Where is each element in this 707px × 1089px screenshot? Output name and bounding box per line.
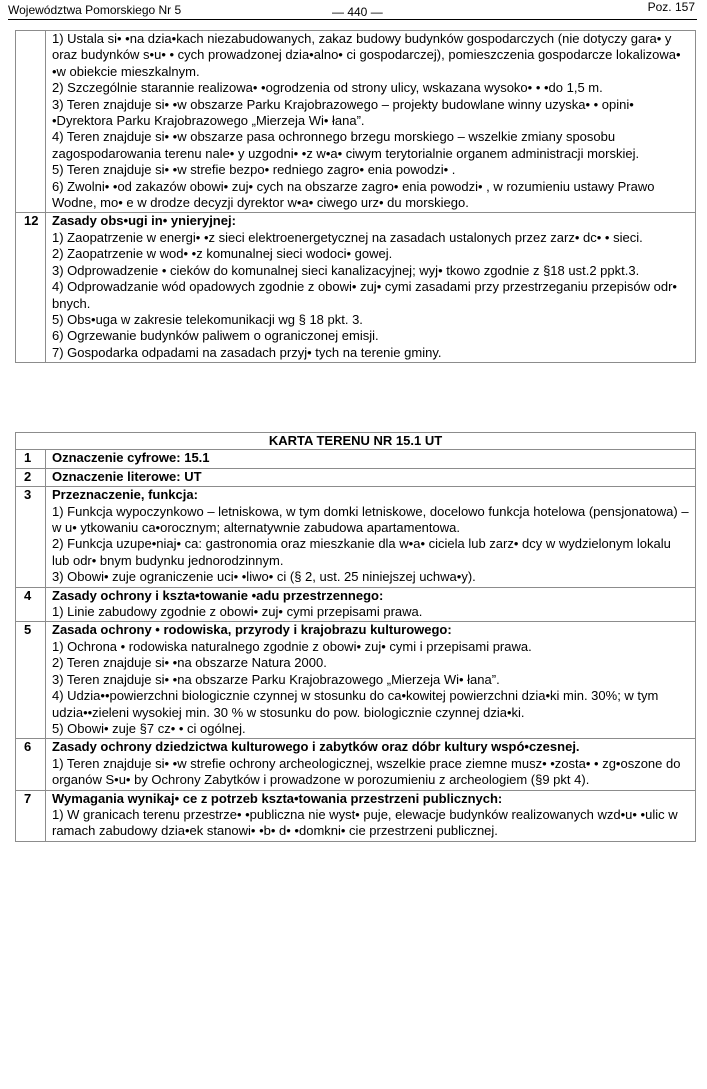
row-number <box>16 31 46 213</box>
row-content <box>46 587 696 622</box>
row-line: 2) Szczególnie starannie realizowa• •ogrodzenia od strony ulicy, wskazana wysoko• • •do 1,5 m. <box>52 80 603 96</box>
row-number: 1 <box>16 450 46 468</box>
row-line: 3) Odprowadzenie • cieków do komunalnej sieci kanalizacyjnej; wyj• tkowo zgodnie z §18 ust.2 ppkt.3. <box>52 262 640 278</box>
table-row <box>16 587 696 622</box>
row-number: 2 <box>16 468 46 486</box>
row-title: Oznaczenie cyfrowe: 15.1 <box>52 450 210 466</box>
row-number: 5 <box>16 622 46 739</box>
row-number: 3 <box>16 487 46 587</box>
row-title: Zasady ochrony i kszta•towanie •adu przestrzennego: <box>52 587 384 603</box>
karta-terenu-table <box>15 432 696 842</box>
row-line: 1) Linie zabudowy zgodnie z obowi• zuj• cymi przepisami prawa. <box>52 604 423 620</box>
row-line: 3) Teren znajduje si• •w obszarze Parku Krajobrazowego – projekty budowlane winny uzyska• • opini• •Dyrektora Parku Krajobrazowego „Mierzeja Wi• łana”. <box>52 96 634 129</box>
table-row <box>16 468 696 486</box>
row-line: 1) Ochrona • rodowiska naturalnego zgodnie z obowi• zuj• cymi i przepisami prawa. <box>52 638 532 654</box>
row-line: 7) Gospodarka odpadami na zasadach przyj• tych na terenie gminy. <box>52 344 442 360</box>
row-content <box>46 622 696 739</box>
row-line: 5) Obs•uga w zakresie telekomunikacji wg § 18 pkt. 3. <box>52 311 363 327</box>
row-line: 5) Obowi• zuje §7 cz• • ci ogólnej. <box>52 720 246 736</box>
row-line: 1) Ustala si• •na dzia•kach niezabudowanych, zakaz budowy budynków gospodarczych (nie dotyczy gara• y oraz budynków s•u• • cych prowadzonej dzia•alno• ci gospodarczej), pomieszczenia gospodarcze lokalizowa• •w obiekcie mieszkalnym. <box>52 31 681 79</box>
row-title: Zasada ochrony • rodowiska, przyrody i krajobrazu kulturowego: <box>52 622 452 638</box>
row-content <box>46 739 696 790</box>
table-row <box>16 31 696 213</box>
position-number: Poz. 157 <box>647 0 695 14</box>
row-line: 1) W granicach terenu przestrze• •publiczna nie wyst• puje, elewacje budynków realizowanych wzd•u• •ulic w ramach zabudowy dzia•ek stanowi• •b• d• •domkni• cie przestrzeni publicznej. <box>52 806 678 839</box>
row-line: 6) Ogrzewanie budynków paliwem o ograniczonej emisji. <box>52 328 379 344</box>
row-content <box>46 213 696 363</box>
journal-title: Województwa Pomorskiego Nr 5 <box>8 3 182 17</box>
row-number: 4 <box>16 587 46 622</box>
row-line: 2) Zaopatrzenie w wod• •z komunalnej sieci wodoci• gowej. <box>52 246 393 262</box>
row-content <box>46 790 696 841</box>
page-header <box>8 0 697 20</box>
row-title: Zasady obs•ugi in• ynieryjnej: <box>52 213 236 229</box>
karta-caption-row <box>16 433 696 450</box>
karta-caption: KARTA TERENU NR 15.1 UT <box>16 433 696 450</box>
row-line: 3) Teren znajduje si• •na obszarze Parku Krajobrazowego „Mierzeja Wi• łana”. <box>52 671 500 687</box>
row-line: 3) Obowi• zuje ograniczenie uci• •liwo• ci (§ 2, ust. 25 niniejszej uchwa•y). <box>52 569 476 585</box>
table-row <box>16 790 696 841</box>
continuation-table <box>15 30 696 363</box>
row-line: 6) Zwolni• •od zakazów obowi• zuj• cych na obszarze zagro• enia powodzi• , w rozumieniu ustawy Prawo Wodne, mo• e w drodze decyzji dyrektor w•a• ciwego urz• du morskiego. <box>52 178 655 211</box>
row-number: 6 <box>16 739 46 790</box>
row-line: 1) Teren znajduje si• •w strefie ochrony archeologicznej, wszelkie prace ziemne musz• •zosta• • zg•oszone do organów S•u• by Ochrony Zabytków i prowadzone w porozumieniu z archeologiem (§9 pkt 4). <box>52 755 681 788</box>
row-number: 7 <box>16 790 46 841</box>
row-line: 4) Odprowadzanie wód opadowych zgodnie z obowi• zuj• cymi zasadami przy przestrzeganiu przepisów odr• bnych. <box>52 279 677 311</box>
row-title: Zasady ochrony dziedzictwa kulturowego i zabytków oraz dóbr kultury wspó•czesnej. <box>52 739 580 755</box>
page-number: — 440 — <box>332 5 383 19</box>
row-title: Oznaczenie literowe: UT <box>52 468 202 484</box>
table-row <box>16 450 696 468</box>
row-title: Przeznaczenie, funkcja: <box>52 487 198 503</box>
table-row <box>16 739 696 790</box>
row-line: 5) Teren znajduje si• •w strefie bezpo• redniego zagro• enia powodzi• . <box>52 162 456 178</box>
row-content <box>46 450 696 468</box>
row-title: Wymagania wynikaj• ce z potrzeb kszta•towania przestrzeni publicznych: <box>52 790 503 806</box>
row-line: 1) Funkcja wypoczynkowo – letniskowa, w tym domki letniskowe, docelowo funkcja hotelowa (pensjonatowa) – w u• ytkowaniu ca•orocznym; alternatywnie zabudowa apartamentowa. <box>52 503 689 536</box>
table-row <box>16 213 696 363</box>
row-line: 4) Teren znajduje si• •w obszarze pasa ochronnego brzegu morskiego – wszelkie zmiany sposobu zagospodarowania terenu nale• y uzgodni• •z w•a• ciwym terytorialnie organem administracji morskiej. <box>52 129 640 161</box>
row-line: 2) Funkcja uzupe•niaj• ca: gastronomia oraz mieszkanie dla w•a• ciciela lub zarz• dcy w wydzielonym lokalu lub odr• bnym budynku jednorodzinnym. <box>52 536 671 568</box>
row-number: 12 <box>16 213 46 363</box>
row-content <box>46 468 696 486</box>
row-line: 4) Udzia••powierzchni biologicznie czynnej w stosunku do ca•kowitej powierzchni dzia•ki min. 30%; w tym udzia••zieleni wysokiej min. 30 % w stosunku do pow. biologicznie czynnej dzia•ki. <box>52 688 659 720</box>
row-content <box>46 487 696 587</box>
row-line: 2) Teren znajduje si• •na obszarze Natura 2000. <box>52 655 327 671</box>
row-content <box>46 31 696 213</box>
table-row <box>16 622 696 739</box>
row-line: 1) Zaopatrzenie w energi• •z sieci elektroenergetycznej na zasadach ustalonych przez zarz• dc• • sieci. <box>52 229 643 245</box>
table-row <box>16 487 696 587</box>
